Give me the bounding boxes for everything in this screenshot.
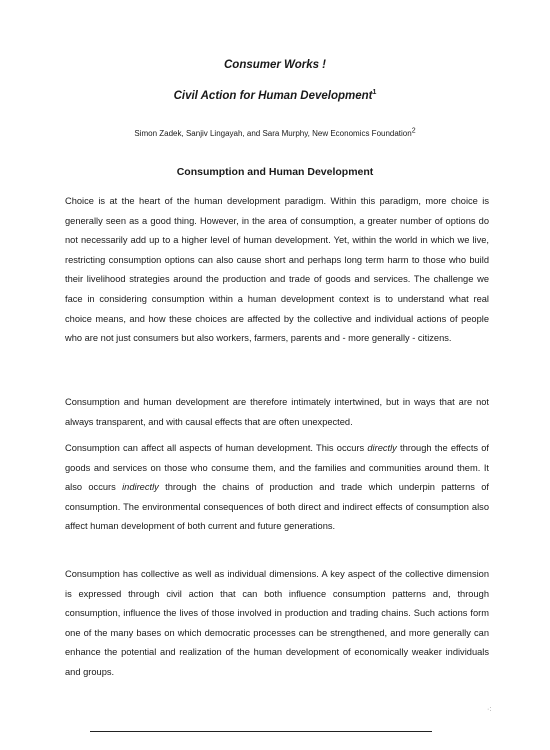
authors-text: Simon Zadek, Sanjiv Lingayah, and Sara Murphy, New Economics Foundation — [134, 129, 412, 138]
body-paragraph-4: Consumption has collective as well as individual dimensions. A key aspect of the collective dimension is expressed through civil action that can both influence consumption patterns and, through consumption, influence the lives of those involved in production and trading chains. Such actions form one of the many bases on which democratic processes can be strengthened, and more generally can enhance the potential and realization of the human development of economically weaker individuals and groups. — [65, 569, 489, 677]
scan-artifact: ·: — [487, 706, 492, 713]
section-heading: Consumption and Human Development — [176, 166, 374, 178]
title-line-1: Consumer Works ! — [223, 59, 327, 71]
title-footnote-marker: 1 — [372, 89, 377, 97]
title-line-2: Civil Action for Human Development — [173, 90, 373, 102]
document-title — [0, 58, 550, 72]
document-subtitle — [0, 89, 550, 103]
body-paragraph-3 — [65, 439, 489, 537]
paragraph-3-emphasis-indirectly: indirectly — [122, 482, 159, 493]
paragraph-3-emphasis-directly: directly — [367, 443, 397, 453]
paragraph-3-text-2: through the effects of goods and services on those who consume them, and the families and communities around them. It also occurs — [65, 443, 489, 493]
body-paragraph-1: Choice is at the heart of the human development paradigm. Within this paradigm, more choice is generally seen as a good thing. However, in the area of consumption, a greater number of options do not necessarily add up to a higher level of human development. Yet, within the world in which we live, restricting consumption options can also cause short and perhaps long term harm to those who build their livelihood strategies around the production and trade of goods and services. The challenge we face in considering consumption within a human development context is to understand what real choice means, and how these choices are affected by the collective and individual actions of people who are not just consumers but also workers, farmers, parents and - more generally - citizens. — [65, 196, 489, 344]
footnote-separator-rule — [90, 731, 432, 732]
paragraph-3-text-1: Consumption can affect all aspects of human development. This occurs — [65, 443, 368, 453]
body-paragraph-2: Consumption and human development are therefore intimately intertwined, but in ways that are not always transparent, and with causal effects that are often unexpected. — [65, 397, 489, 427]
authors-footnote-marker: 2 — [411, 127, 416, 135]
paragraph-3-text-3: through the chains of production and trade which underpin patterns of consumption. The environmental consequences of both direct and indirect effects of consumption also affect human development of both current and future generations. — [65, 482, 489, 532]
author-line — [0, 129, 550, 139]
